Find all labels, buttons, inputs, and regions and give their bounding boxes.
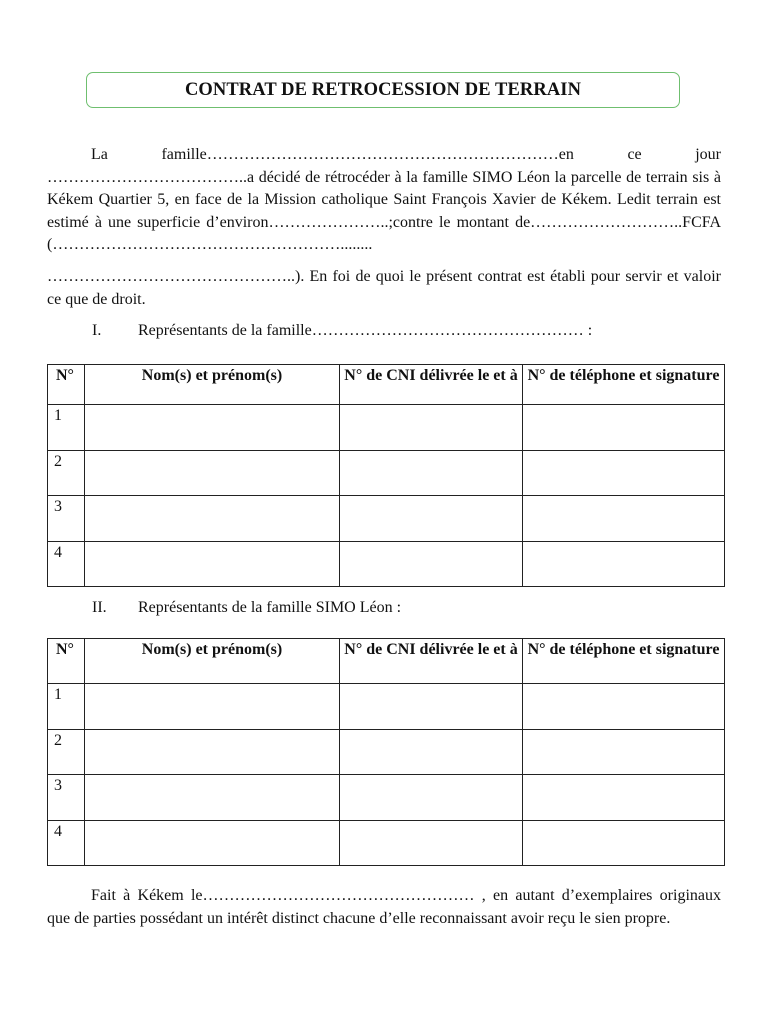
cni-cell — [340, 541, 523, 587]
cni-cell — [340, 729, 523, 775]
col-phone-header: N° de téléphone et signature — [523, 365, 725, 405]
phone-signature-cell — [523, 541, 725, 587]
col-name-header: Nom(s) et prénom(s) — [85, 365, 340, 405]
row-number: 3 — [48, 775, 85, 821]
table-row — [48, 541, 725, 587]
table-row — [48, 684, 725, 730]
name-cell — [85, 405, 340, 451]
cni-cell — [340, 496, 523, 542]
col-cni-header: N° de CNI délivrée le et à — [340, 365, 523, 405]
family-representatives-table — [47, 364, 725, 587]
table-row — [48, 405, 725, 451]
intro-paragraph: La famille…………………………………………………………en ce jour ………………………………..a décidé de rétrocéder à la famille SIMO Léon la parcelle de terrain sis à Kékem Quartier 5, en face de la Mission catholique Saint François Xavier de Kékem. Ledit terrain est estimé à une superficie d’environ…………………..;contre le montant de………………………..FCFA (………………………………………………........ — [47, 146, 721, 254]
phone-signature-cell — [523, 729, 725, 775]
name-cell — [85, 775, 340, 821]
table-header-row — [48, 639, 725, 684]
cni-cell — [340, 405, 523, 451]
row-number: 2 — [48, 450, 85, 496]
section-2-heading — [92, 597, 401, 619]
row-number: 2 — [48, 729, 85, 775]
section-2-number: II. — [92, 599, 107, 616]
name-cell — [85, 729, 340, 775]
table-header-row — [48, 365, 725, 405]
phone-signature-cell — [523, 684, 725, 730]
table-row — [48, 820, 725, 866]
row-number: 4 — [48, 541, 85, 587]
row-number: 3 — [48, 496, 85, 542]
table-row — [48, 775, 725, 821]
col-phone-header: N° de téléphone et signature — [523, 639, 725, 684]
section-1-number: I. — [92, 322, 102, 339]
name-cell — [85, 820, 340, 866]
row-number: 1 — [48, 405, 85, 451]
phone-signature-cell — [523, 820, 725, 866]
section-1-label: Représentants de la famille…………………………………………… : — [138, 322, 593, 339]
row-number: 4 — [48, 820, 85, 866]
simo-representatives-table — [47, 638, 725, 866]
name-cell — [85, 684, 340, 730]
phone-signature-cell — [523, 496, 725, 542]
col-name-header: Nom(s) et prénom(s) — [85, 639, 340, 684]
name-cell — [85, 496, 340, 542]
title-box — [86, 72, 680, 108]
table-row — [48, 729, 725, 775]
document-title: CONTRAT DE RETROCESSION DE TERRAIN — [184, 79, 582, 100]
cni-cell — [340, 450, 523, 496]
cni-cell — [340, 775, 523, 821]
intro-continuation: ………………………………………..). En foi de quoi le présent contrat est établi pour servir et valoir ce que de droit. — [47, 268, 721, 308]
name-cell — [85, 450, 340, 496]
phone-signature-cell — [523, 405, 725, 451]
col-number-header: N° — [48, 639, 85, 684]
closing-paragraph: Fait à Kékem le…………………………………………… , en autant d’exemplaires originaux que de parties possédant un intérêt distinct chacune d’elle reconnaissant avoir reçu le sien propre. — [47, 887, 721, 927]
col-cni-header: N° de CNI délivrée le et à — [340, 639, 523, 684]
section-1-heading — [92, 320, 592, 342]
row-number: 1 — [48, 684, 85, 730]
table-row — [48, 496, 725, 542]
col-number-header: N° — [48, 365, 85, 405]
phone-signature-cell — [523, 450, 725, 496]
cni-cell — [340, 820, 523, 866]
name-cell — [85, 541, 340, 587]
section-2-label: Représentants de la famille SIMO Léon : — [138, 599, 402, 616]
phone-signature-cell — [523, 775, 725, 821]
table-row — [48, 450, 725, 496]
cni-cell — [340, 684, 523, 730]
